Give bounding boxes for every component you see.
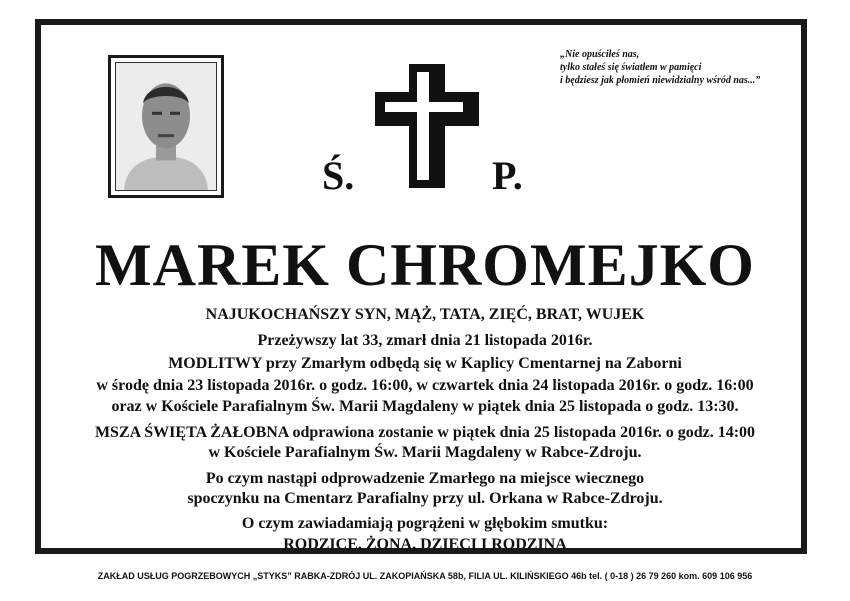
deceased-name: MAREK CHROMEJKO	[95, 232, 755, 298]
funeral-home-footer: ZAKŁAD USŁUG POGRZEBOWYCH „STYKS” RABKA-ZDRÓJ UL. ZAKOPIAŃSKA 58b, FILIA UL. KILIŃSKIEGO 46b tel. ( 0-18 ) 26 79 260 kom. 609 106 956	[97, 571, 753, 581]
prayers-line-1: MODLITWY przy Zmarłym odbędą się w Kaplicy Cmentarnej na Zaborni	[168, 355, 682, 372]
closing-line-1: O czym zawiadamiają pogrążeni w głębokim smutku:	[241, 515, 609, 532]
cross-icon	[373, 62, 483, 190]
prayers-line-3: oraz w Kościele Parafialnym Św. Marii Magdaleny w piątek dnia 25 listopada o godz. 13:30.	[111, 398, 739, 415]
relations-line: NAJUKOCHAŃSZY SYN, MĄŻ, TATA, ZIĘĆ, BRAT, WUJEK	[205, 306, 645, 323]
burial-line-1: Po czym nastąpi odprowadzenie Zmarłego na miejsce wiecznego	[205, 470, 645, 487]
age-line: Przeżywszy lat 33, zmarł dnia 21 listopada 2016r.	[257, 332, 593, 349]
prayers-line-2: w środę dnia 23 listopada 2016r. o godz. 16:00, w czwartek dnia 24 listopada 2016r. o godz. 16:00	[96, 377, 754, 394]
mass-line-1: MSZA ŚWIĘTA ŻAŁOBNA odprawiona zostanie w piątek dnia 25 listopada 2016r. o godz. 14:00	[94, 424, 756, 441]
sp-left: Ś.	[322, 153, 355, 198]
portrait-image	[115, 62, 217, 191]
sp-right: P.	[492, 153, 523, 198]
quote-line-1: „Nie opuściłeś nas,	[560, 49, 640, 60]
burial-line-2: spoczynku na Cmentarz Parafialny przy ul. Orkana w Rabce-Zdroju.	[187, 490, 663, 507]
mass-line-2: w Kościele Parafialnym Św. Marii Magdaleny w Rabce-Zdroju.	[208, 444, 642, 461]
portrait-photo	[108, 55, 224, 198]
family-signature: RODZICE, ŻONA, DZIECI I RODZINA	[283, 536, 567, 553]
quote-line-3: i będziesz jak płomień niewidzialny wśród nas...”	[560, 75, 761, 86]
memorial-quote	[560, 48, 790, 87]
portrait-silhouette	[116, 63, 216, 190]
quote-line-2: tylko stałeś się światłem w pamięci	[560, 62, 702, 73]
